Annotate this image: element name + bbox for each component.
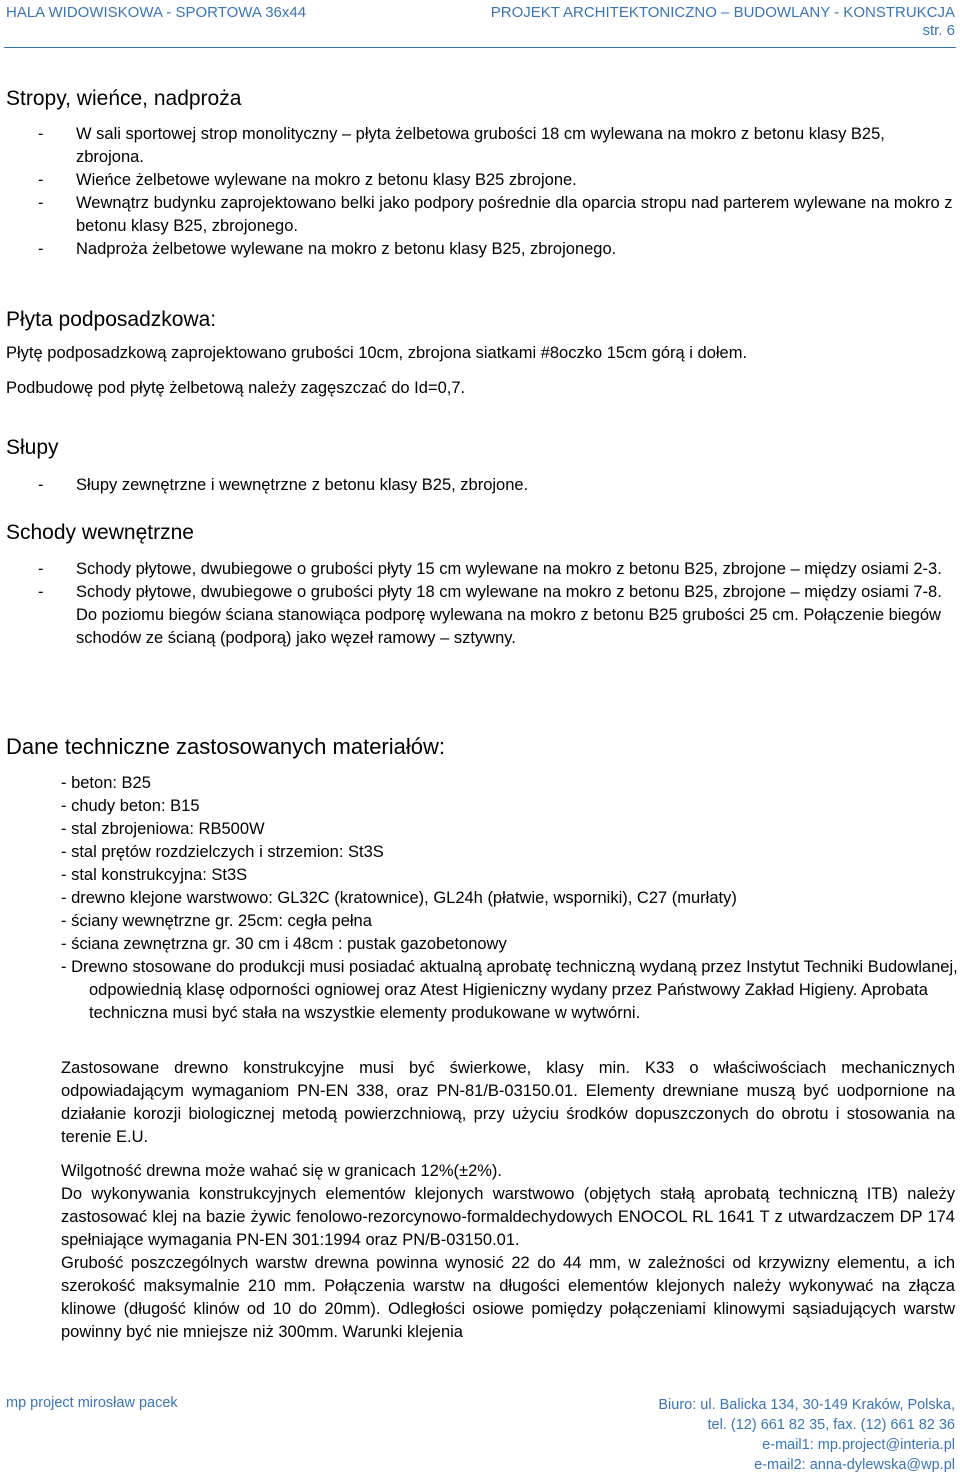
paragraph-klej: Do wykonywania konstrukcyjnych elementów klejonych warstwowo (objętych stałą aprobatą techniczną ITB) należy zastosować klej na bazie żywic fenolowo-rezorcynowo-formaldechydowych ENOCOL RL 1641 T z utwardzaczem DP 174 spełniające wymagania PN-EN 301:1994 oraz PN/B-03150.01. — [61, 1185, 955, 1249]
section-title-slupy: Słupy — [6, 436, 59, 459]
section-title-schody: Schody wewnętrzne — [6, 521, 194, 544]
list-stropy — [0, 123, 956, 261]
list-item: - chudy beton: B15 — [61, 797, 200, 815]
list-schody — [0, 558, 956, 650]
header-right-block — [491, 4, 955, 40]
list-item: - Drewno stosowane do produkcji musi posiadać aktualną aprobatę techniczną wydaną przez Instytut Techniki Budowlanej, odpowiednią klasę odporności ogniowej oraz Atest Higieniczny wydany przez Państwowy Zakład Higieny. Aprobata techniczna musi być stała na wszystkie elementy produkowane w wytwórni. — [61, 958, 958, 1022]
header-project-name: HALA WIDOWISKOWA - SPORTOWA 36x44 — [6, 4, 307, 21]
list-item: - ściany wewnętrzne gr. 25cm: cegła pełna — [61, 912, 372, 930]
header-divider — [4, 47, 956, 48]
list-slupy — [0, 474, 956, 497]
page-number: str. 6 — [922, 22, 955, 39]
list-item: - Wewnątrz budynku zaprojektowano belki jako podpory pośrednie dla oparcia stropu nad parterem wylewane na mokro z betonu klasy B25, zbrojonego. — [0, 192, 956, 238]
footer-company: mp project mirosław pacek — [6, 1395, 178, 1411]
list-item: - Schody płytowe, dwubiegowe o grubości płyty 18 cm wylewane na mokro z betonu B25, zbrojone – między osiami 7-8. Do poziomu biegów ściana stanowiąca podporę wylewana na mokro z betonu B25 grubości 25 cm. Połączenie biegów schodów ze ścianą (podporą) jako węzeł ramowy – sztywny. — [0, 581, 956, 650]
list-item: - stal prętów rozdzielczych i strzemion: St3S — [61, 843, 384, 861]
list-item: - stal zbrojeniowa: RB500W — [61, 820, 265, 838]
list-item: - Schody płytowe, dwubiegowe o grubości płyty 15 cm wylewane na mokro z betonu B25, zbrojone – między osiami 2-3. — [0, 558, 956, 581]
list-item: - Słupy zewnętrzne i wewnętrzne z betonu klasy B25, zbrojone. — [0, 474, 956, 497]
list-item: - drewno klejone warstwowo: GL32C (kratownice), GL24h (płatwie, wsporniki), C27 (murłaty) — [61, 889, 737, 907]
paragraph-wilgotnosc: Wilgotność drewna może wahać się w granicach 12%(±2%). — [61, 1162, 502, 1180]
list-item: - beton: B25 — [61, 774, 151, 792]
footer-phone: tel. (12) 661 82 35, fax. (12) 661 82 36 — [707, 1417, 955, 1433]
footer-email2: e-mail2: anna-dylewska@wp.pl — [754, 1457, 955, 1473]
paragraph-group-klejenie — [0, 1160, 955, 1344]
footer-contact — [658, 1395, 955, 1475]
paragraph-plyta-1: Płytę podposadzkową zaprojektowano grubości 10cm, zbrojona siatkami #8oczko 15cm górą i dołem. — [6, 344, 748, 362]
paragraph-drewno: Zastosowane drewno konstrukcyjne musi być świerkowe, klasy min. K33 o właściwościach mechanicznych odpowiadającym wymaganiom PN-EN 338, oraz PN-81/B-03150.01. Elementy drewniane muszą być uodpornione na działanie korozji biologicznej metodą powierzchniową, przy użyciu środków dopuszczonych do obrotu i stosowania na terenie E.U. — [61, 1059, 955, 1146]
section-title-dane: Dane techniczne zastosowanych materiałów: — [6, 734, 446, 759]
list-item: - W sali sportowej strop monolityczny – płyta żelbetowa grubości 18 cm wylewana na mokro z betonu klasy B25, zbrojona. — [0, 123, 956, 169]
section-title-plyta: Płyta podposadzkowa: — [6, 308, 217, 331]
materials-list — [61, 772, 960, 1025]
list-item: - Wieńce żelbetowe wylewane na mokro z betonu klasy B25 zbrojone. — [0, 169, 956, 192]
list-item: - ściana zewnętrzna gr. 30 cm i 48cm : pustak gazobetonowy — [61, 935, 507, 953]
footer-address: Biuro: ul. Balicka 134, 30-149 Kraków, Polska, — [658, 1397, 955, 1413]
list-item: - stal konstrukcyjna: St3S — [61, 866, 248, 884]
header-project-type: PROJEKT ARCHITEKTONICZNO – BUDOWLANY - KONSTRUKCJA — [490, 4, 955, 21]
footer-email1: e-mail1: mp.project@interia.pl — [762, 1437, 955, 1453]
paragraph-plyta-2: Podbudowę pod płytę żelbetową należy zagęszczać do Id=0,7. — [6, 379, 466, 397]
paragraph-grubosc: Grubość poszczególnych warstw drewna powinna wynosić 22 do 44 mm, w zależności od krzywizny elementu, a ich szerokość maksymalnie 210 mm. Połączenia warstw na długości elementów klejonych należy wykonywać na złącza klinowe (długość klinów od 10 do 20mm). Odległości osiowe pomiędzy połączeniami klinowymi sąsiadujących warstw powinny być nie mniejsze niż 300mm. Warunki klejenia — [61, 1254, 955, 1341]
list-item: - Nadproża żelbetowe wylewane na mokro z betonu klasy B25, zbrojonego. — [0, 238, 956, 261]
section-title-stropy: Stropy, wieńce, nadproża — [6, 87, 242, 110]
